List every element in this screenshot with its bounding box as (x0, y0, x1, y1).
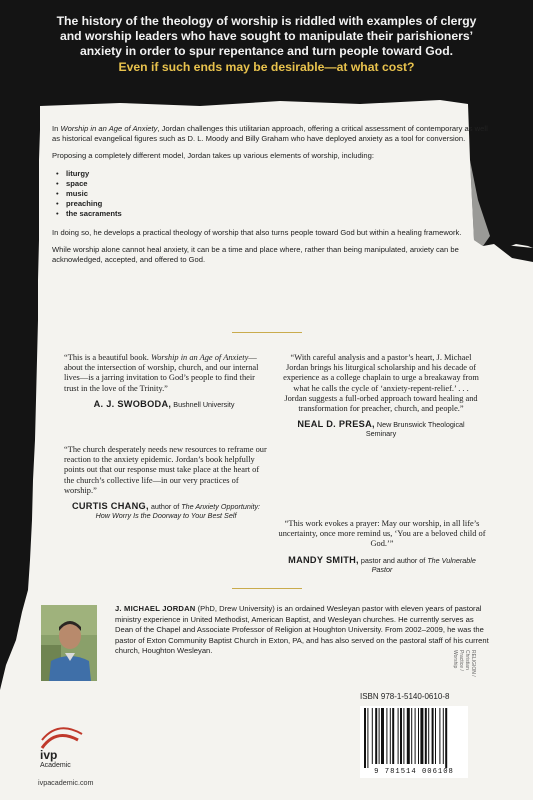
barcode-bar (390, 708, 391, 764)
barcode-bar (375, 708, 377, 764)
headline-line-2: and worship leaders who have sought to manipulate their parishioners’ (59, 29, 474, 44)
endorser-role: pastor and author of (360, 555, 428, 565)
endorsement-text: “The church desperately needs new resources to reframe our reaction to the anxiety epidemic. Jordan’s book helpfully points out that our response must take place at the heart of the church’s collective life—in our very practices of worship.” (64, 445, 267, 495)
barcode-bar (445, 708, 447, 768)
endorser-attribution (278, 556, 486, 574)
list-item: • space (66, 179, 488, 189)
list-item: • music (66, 189, 488, 199)
endorser-attribution (283, 420, 479, 438)
description-paragraph-3: In doing so, he develops a practical theology of worship that also turns people toward God but within a healing framework. (52, 227, 462, 237)
endorsement-text (64, 353, 264, 394)
barcode-bar (367, 708, 368, 768)
endorsement-chang (64, 445, 268, 520)
endorser-role: author of (150, 502, 182, 512)
endorser-book-title: The Vulnerable Pastor (371, 555, 476, 574)
barcode-bar (400, 708, 402, 764)
endorser-role: Bushnell University (173, 399, 235, 409)
barcode-bar (439, 708, 440, 764)
quote-text-end: —about the intersection of worship, church, and our internal lives—is a jarring invitation to God’s people to find their trust in the love of the Trinity.” (64, 353, 259, 393)
endorsement-text: “This work evokes a prayer: May our worship, in all life’s uncertainty, once more remind us, ‘You are a beloved child of God.’” (278, 519, 486, 549)
barcode-bar (443, 708, 444, 764)
divider-top (232, 332, 302, 333)
barcode-bar (415, 708, 416, 764)
barcode-bar (435, 708, 436, 764)
endorser-book-title: The Anxiety Opportunity: How Worry Is the Doorway to Your Best Self (95, 502, 261, 521)
barcode-number: 9 781514 006108 (374, 768, 454, 776)
quote-text-start: “This is a beautiful book. (64, 353, 151, 362)
endorsement-text: “With careful analysis and a pastor’s heart, J. Michael Jordan brings his liturgical scholarship and his decade of experience as a college chaplain to urge a breakaway from what he calls the cycle of ‘anxiety-repent-relief.’ . . . Jordan suggests a full-orbed approach toward healing and transformation for preacher, church, and people.” (283, 353, 479, 414)
barcode-bar (428, 708, 429, 764)
worship-elements-list (52, 169, 488, 220)
publisher-logo-text: ivp (40, 748, 58, 762)
isbn-label: ISBN 978-1-5140-0610-8 (360, 692, 450, 701)
publisher-logo-subtext: Academic (40, 762, 71, 769)
barcode-bar (420, 708, 423, 764)
barcode-bar (381, 708, 384, 764)
endorsement-swoboda (64, 353, 264, 409)
headline-accent-line: Even if such ends may be desirable—at what cost? (118, 59, 415, 74)
barcode-bars (360, 706, 468, 768)
author-bio-text: (PhD, Drew University) is an ordained Wesleyan pastor with eleven years of pastoral ministry experience in United Methodist, American Baptist, and Wesleyan churches. He currently serves as Dean of the Chapel and Associate Professor of Religion at Houghton University. From 2002–2009, he was the pastor of Exton Community Baptist Church in Exton, PA, and has also served on the pastoral staff of his current church, Houghton Wesleyan. (115, 604, 489, 656)
barcode-bar (411, 708, 412, 764)
endorser-name: NEAL D. PRESA, (297, 419, 375, 430)
barcode-bar (379, 708, 380, 764)
barcode-bar (372, 708, 373, 764)
author-photo (41, 605, 97, 681)
p1-prefix: In (52, 124, 61, 133)
barcode-bar (403, 708, 404, 764)
barcode-bar (425, 708, 427, 764)
book-description (52, 124, 488, 272)
barcode-bar (386, 708, 387, 764)
quote-book-title: Worship in an Age of Anxiety (151, 353, 249, 362)
endorser-name: A. J. SWOBODA, (93, 398, 172, 409)
book-title-inline: Worship in an Age of Anxiety (60, 124, 158, 133)
divider-bottom (232, 588, 302, 589)
barcode-bar (418, 708, 419, 764)
list-item: • the sacraments (66, 209, 488, 219)
endorsement-presa (283, 353, 479, 438)
barcode-bar (364, 708, 366, 768)
author-portrait-image (41, 605, 97, 681)
endorsement-smith (278, 519, 486, 574)
endorser-attribution (64, 400, 264, 409)
endorser-attribution (64, 502, 268, 520)
category-side-label: RELIGION / Christian Practice / Worship (452, 650, 476, 677)
description-paragraph-4: While worship alone cannot heal anxiety, it can be a time and place where, rather than being manipulated, anxiety can be acknowledged, accepted, and offered to God. (52, 244, 459, 265)
endorser-role: New Brunswick Theological Seminary (365, 420, 465, 439)
headline-line-1: The history of the theology of worship is riddled with examples of clergy (56, 14, 477, 28)
barcode-bar (398, 708, 399, 764)
endorser-name: CURTIS CHANG, (71, 501, 149, 512)
description-paragraph-2: Proposing a completely different model, Jordan takes up various elements of worship, including: (52, 151, 374, 161)
author-name: J. MICHAEL JORDAN (115, 604, 196, 613)
publisher-website: ivpacademic.com (38, 778, 94, 787)
headline-line-3: anxiety in order to spur repentance and turn people toward God. (79, 44, 454, 59)
barcode-bar (407, 708, 410, 764)
barcode-bar (392, 708, 394, 764)
description-paragraph-1 (52, 124, 488, 144)
p1-text: , Jordan challenges this utilitarian approach, offering a critical assessment of contemporary as well as historical evangelical figures such as D. L. Moody and Billy Graham who have deployed anxiety as a tool for conversion. (52, 124, 488, 144)
list-item: • preaching (66, 199, 488, 209)
endorser-name: MANDY SMITH, (288, 554, 359, 565)
barcode-bar (432, 708, 434, 764)
list-item: • liturgy (66, 169, 488, 179)
headline (18, 14, 515, 75)
